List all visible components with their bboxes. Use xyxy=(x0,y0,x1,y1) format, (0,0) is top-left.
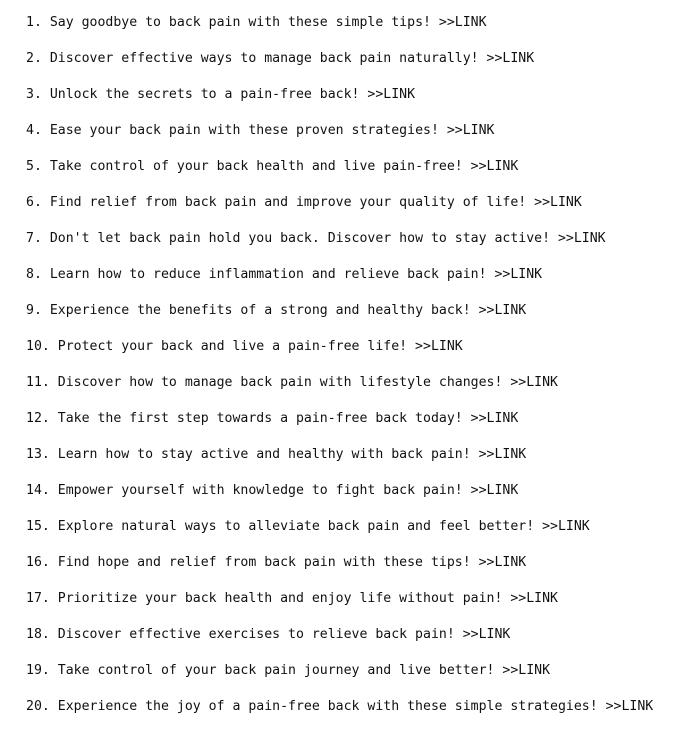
item-text: Take control of your back pain journey and live better! >>LINK xyxy=(57,663,551,678)
item-number: 16. xyxy=(26,555,50,570)
item-number: 15. xyxy=(26,519,50,534)
item-number: 4. xyxy=(26,123,42,138)
list-item xyxy=(26,14,653,50)
list-item xyxy=(26,482,653,518)
item-text: Learn how to stay active and healthy with back pain! >>LINK xyxy=(57,447,527,462)
list-item xyxy=(26,554,653,590)
headline-list xyxy=(26,14,653,734)
item-number: 10. xyxy=(26,339,50,354)
item-text: Experience the benefits of a strong and healthy back! >>LINK xyxy=(49,303,527,318)
item-number: 17. xyxy=(26,591,50,606)
item-text: Prioritize your back health and enjoy life without pain! >>LINK xyxy=(57,591,558,606)
list-item xyxy=(26,410,653,446)
item-number: 20. xyxy=(26,699,50,714)
list-item xyxy=(26,266,653,302)
item-text: Discover effective ways to manage back pain naturally! >>LINK xyxy=(49,51,535,66)
item-text: Find hope and relief from back pain with these tips! >>LINK xyxy=(57,555,527,570)
list-item xyxy=(26,446,653,482)
item-number: 1. xyxy=(26,15,42,30)
item-text: Unlock the secrets to a pain-free back! >>LINK xyxy=(49,87,416,102)
list-item xyxy=(26,698,653,734)
list-item xyxy=(26,626,653,662)
item-number: 7. xyxy=(26,231,42,246)
item-text: Discover effective exercises to relieve back pain! >>LINK xyxy=(57,627,511,642)
item-number: 3. xyxy=(26,87,42,102)
list-item xyxy=(26,122,653,158)
item-text: Empower yourself with knowledge to fight back pain! >>LINK xyxy=(57,483,519,498)
list-item xyxy=(26,50,653,86)
item-text: Find relief from back pain and improve your quality of life! >>LINK xyxy=(49,195,582,210)
list-item xyxy=(26,194,653,230)
list-item xyxy=(26,590,653,626)
list-item xyxy=(26,86,653,122)
item-text: Don't let back pain hold you back. Discover how to stay active! >>LINK xyxy=(49,231,606,246)
item-text: Take the first step towards a pain-free back today! >>LINK xyxy=(57,411,519,426)
item-text: Explore natural ways to alleviate back pain and feel better! >>LINK xyxy=(57,519,590,534)
item-number: 9. xyxy=(26,303,42,318)
list-item xyxy=(26,374,653,410)
list-item xyxy=(26,158,653,194)
list-item xyxy=(26,338,653,374)
item-number: 2. xyxy=(26,51,42,66)
item-number: 19. xyxy=(26,663,50,678)
item-number: 13. xyxy=(26,447,50,462)
list-item xyxy=(26,230,653,266)
item-text: Experience the joy of a pain-free back with these simple strategies! >>LINK xyxy=(57,699,654,714)
list-item xyxy=(26,662,653,698)
item-number: 5. xyxy=(26,159,42,174)
item-text: Protect your back and live a pain-free life! >>LINK xyxy=(57,339,463,354)
item-number: 14. xyxy=(26,483,50,498)
item-text: Discover how to manage back pain with lifestyle changes! >>LINK xyxy=(57,375,558,390)
item-text: Learn how to reduce inflammation and relieve back pain! >>LINK xyxy=(49,267,543,282)
item-text: Ease your back pain with these proven strategies! >>LINK xyxy=(49,123,495,138)
item-text: Say goodbye to back pain with these simple tips! >>LINK xyxy=(49,15,487,30)
item-number: 8. xyxy=(26,267,42,282)
list-item xyxy=(26,518,653,554)
item-number: 11. xyxy=(26,375,50,390)
item-number: 12. xyxy=(26,411,50,426)
item-text: Take control of your back health and live pain-free! >>LINK xyxy=(49,159,519,174)
list-item xyxy=(26,302,653,338)
item-number: 18. xyxy=(26,627,50,642)
item-number: 6. xyxy=(26,195,42,210)
